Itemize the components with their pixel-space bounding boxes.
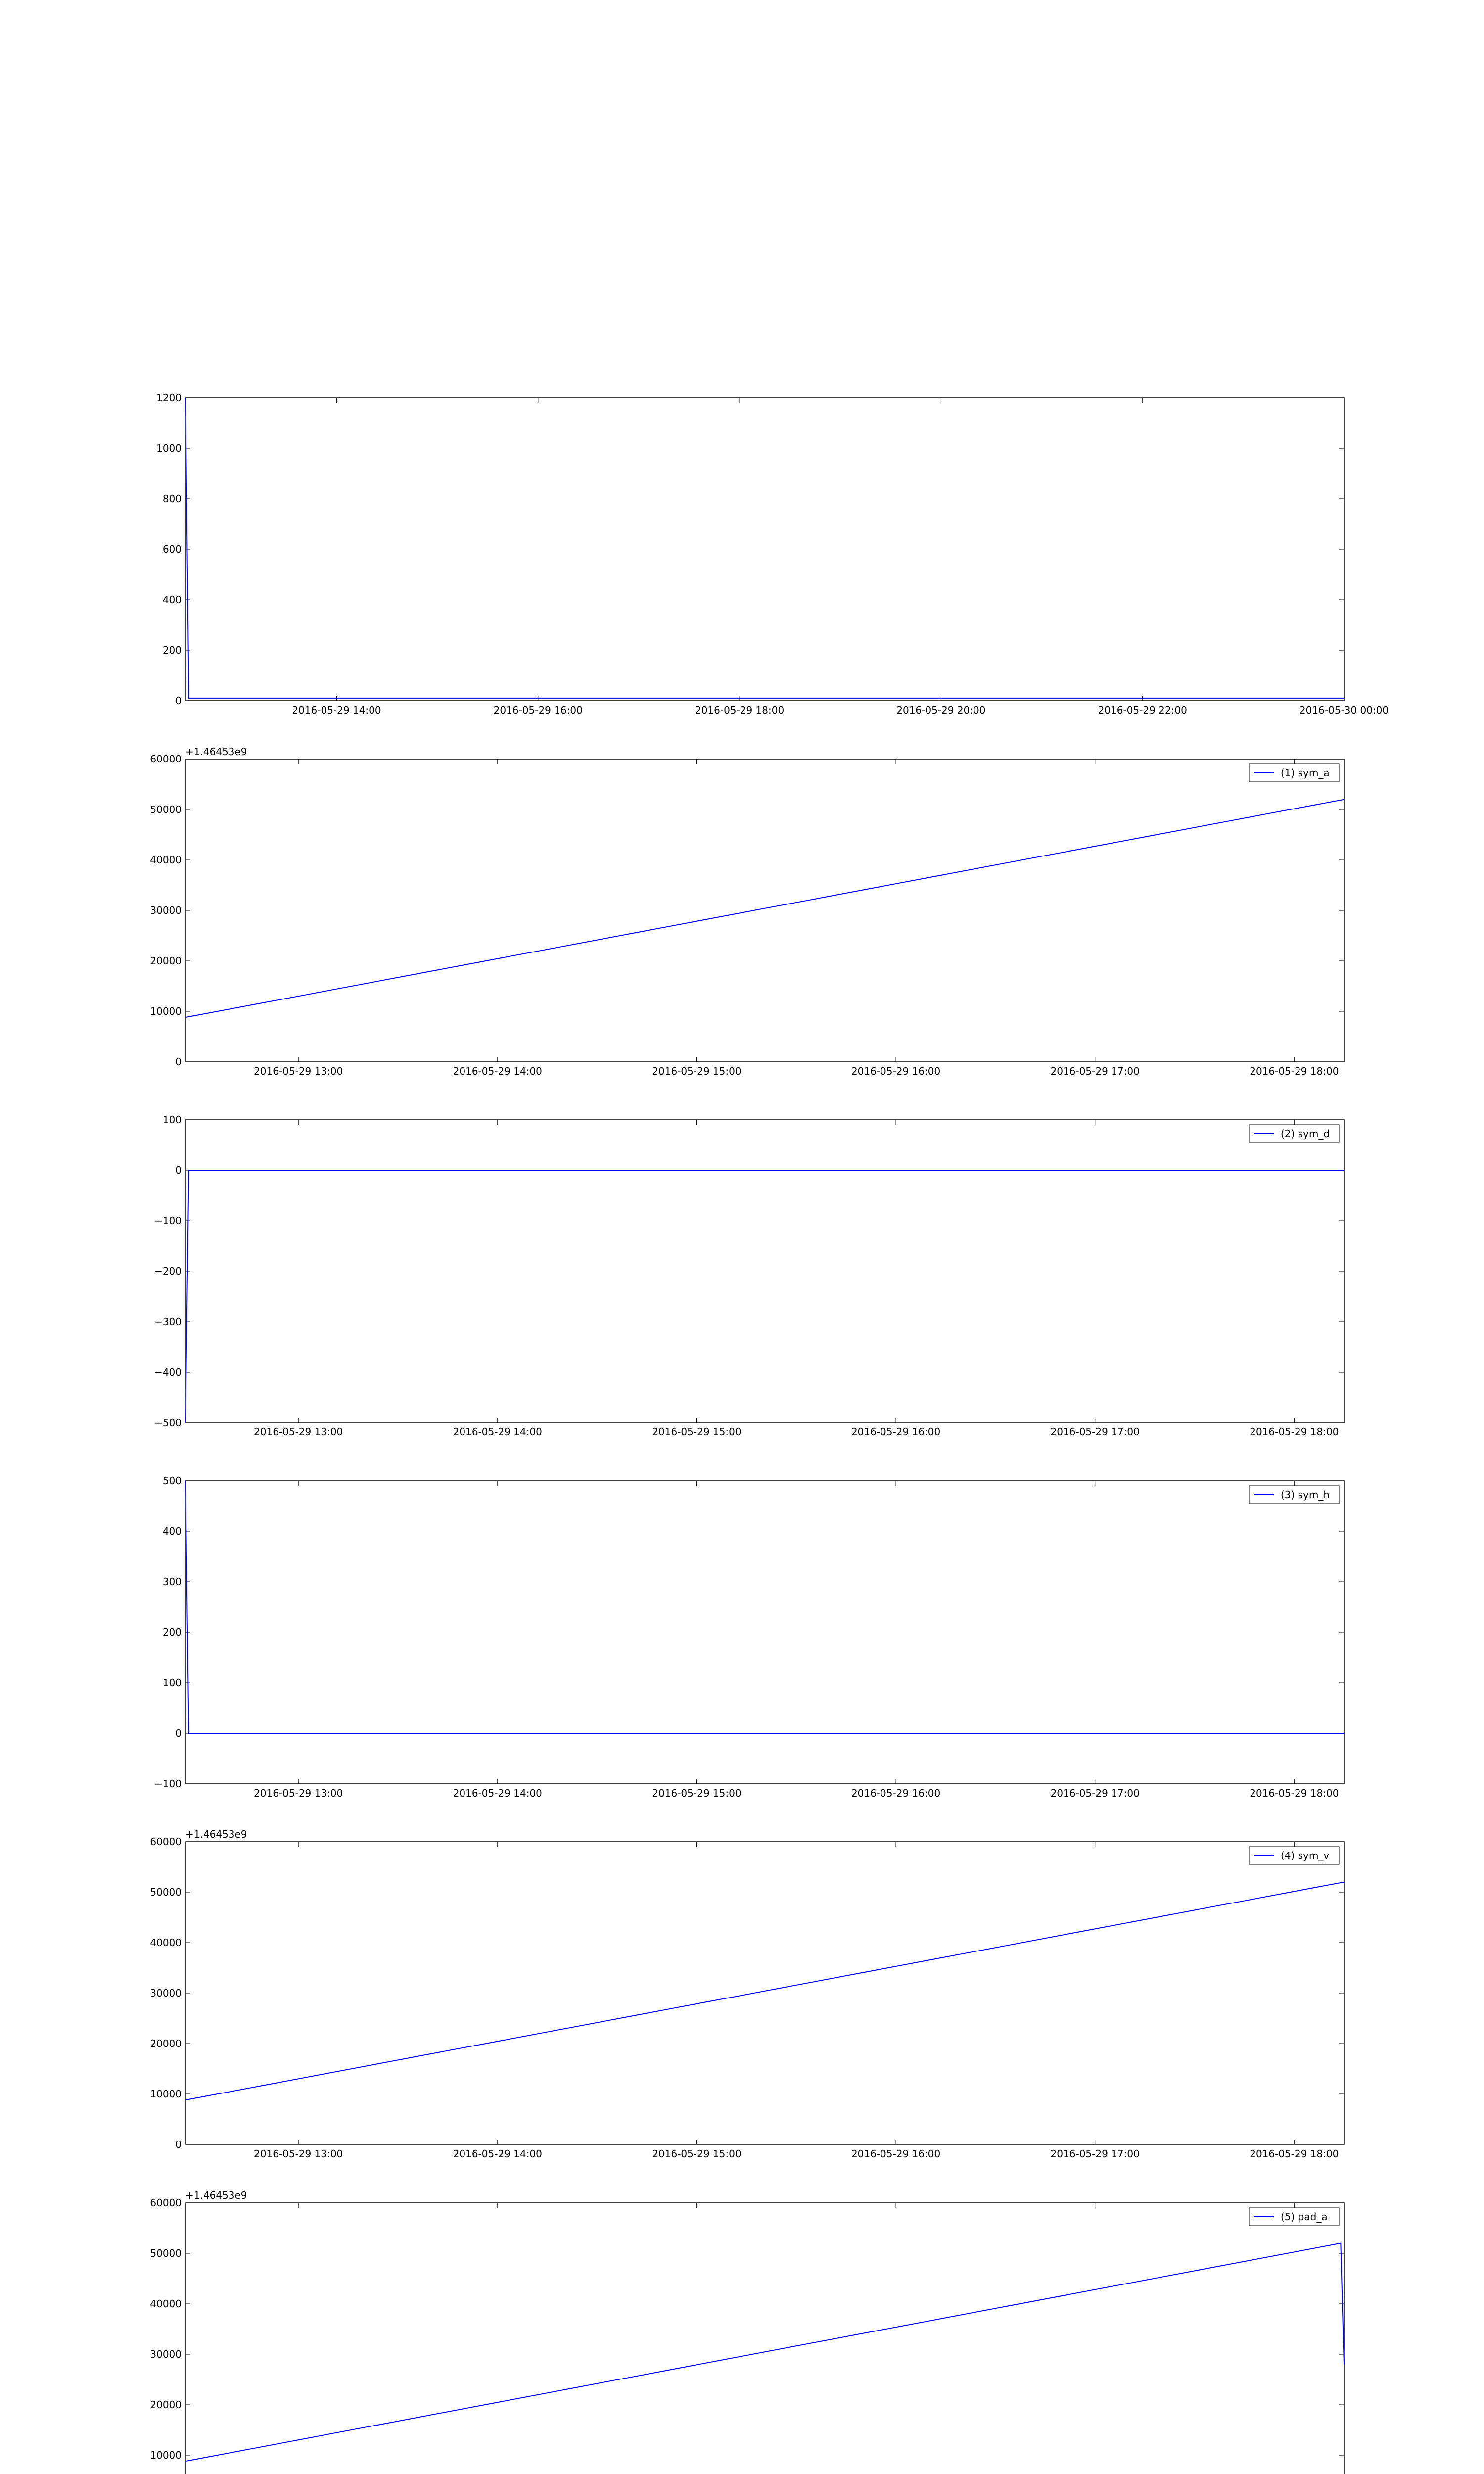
x-tick-label: 2016-05-29 15:00 [652,1426,742,1438]
x-tick-label: 2016-05-30 00:00 [1299,704,1389,716]
y-tick-label: −200 [154,1265,182,1277]
y-tick-label: 10000 [150,2088,182,2100]
axis-offset-label: +1.46453e9 [186,1828,247,1840]
y-tick-label: 40000 [150,2298,182,2310]
x-tick-label: 2016-05-29 16:00 [851,1065,941,1077]
y-tick-label: 30000 [150,904,182,916]
y-tick-label: 20000 [150,955,182,967]
y-tick-label: 30000 [150,2348,182,2360]
y-tick-label: 300 [162,1576,182,1588]
series-line [186,1481,1344,1733]
y-tick-label: −300 [154,1316,182,1328]
y-tick-label: 50000 [150,2247,182,2259]
x-tick-label: 2016-05-29 14:00 [453,1787,542,1799]
plot-frame [186,1842,1344,2144]
x-tick-label: 2016-05-29 18:00 [1250,1065,1339,1077]
y-tick-label: 0 [175,1727,182,1739]
y-tick-label: 40000 [150,1937,182,1949]
x-tick-label: 2016-05-29 22:00 [1098,704,1187,716]
x-tick-label: 2016-05-29 17:00 [1050,1787,1140,1799]
series-line [186,1882,1344,2100]
legend [1249,1486,1339,1504]
y-tick-label: 60000 [150,753,182,765]
x-tick-label: 2016-05-29 15:00 [652,1787,742,1799]
y-tick-label: 100 [162,1677,182,1689]
x-tick-label: 2016-05-29 13:00 [254,1426,343,1438]
x-tick-label: 2016-05-29 16:00 [851,1426,941,1438]
y-tick-label: 40000 [150,854,182,866]
x-tick-label: 2016-05-29 16:00 [851,1787,941,1799]
y-tick-label: 800 [162,493,182,505]
series-line [186,398,1344,698]
y-tick-label: 400 [162,594,182,606]
x-tick-label: 2016-05-29 15:00 [652,1065,742,1077]
axis-offset-label: +1.46453e9 [186,746,247,758]
x-tick-label: 2016-05-29 17:00 [1050,2148,1140,2160]
y-tick-label: 10000 [150,2449,182,2461]
legend-label: (3) sym_h [1281,1489,1330,1501]
x-tick-label: 2016-05-29 18:00 [1250,1787,1339,1799]
y-tick-label: 50000 [150,804,182,815]
legend [1249,1125,1339,1142]
chart-panel-2 [150,746,1344,1077]
plot-frame [186,1481,1344,1784]
y-tick-label: 500 [162,1475,182,1487]
x-tick-label: 2016-05-29 16:00 [851,2148,941,2160]
plot-frame [186,1120,1344,1423]
x-tick-label: 2016-05-29 13:00 [254,1065,343,1077]
x-tick-label: 2016-05-29 18:00 [1250,1426,1339,1438]
chart-panel-5 [150,1828,1344,2160]
x-tick-label: 2016-05-29 17:00 [1050,1065,1140,1077]
y-tick-label: 0 [175,1164,182,1176]
y-tick-label: 60000 [150,2197,182,2209]
y-tick-label: −500 [154,1417,182,1428]
plot-frame [186,2203,1344,2474]
chart-panel-3 [154,1114,1344,1438]
y-tick-label: −400 [154,1366,182,1378]
legend-label: (5) pad_a [1281,2211,1328,2223]
x-tick-label: 2016-05-29 17:00 [1050,1426,1140,1438]
y-tick-label: 600 [162,543,182,555]
chart-panel-6 [150,2189,1344,2474]
y-tick-label: 1000 [156,442,182,454]
legend [1249,764,1339,782]
y-tick-label: 50000 [150,1886,182,1898]
series-line [186,2243,1344,2462]
y-tick-label: 200 [162,1626,182,1638]
x-tick-label: 2016-05-29 14:00 [453,1065,542,1077]
x-tick-label: 2016-05-29 16:00 [493,704,583,716]
y-tick-label: 20000 [150,2399,182,2411]
plot-frame [186,398,1344,701]
x-tick-label: 2016-05-29 18:00 [695,704,785,716]
legend [1249,2208,1339,2226]
y-tick-label: 400 [162,1525,182,1537]
x-tick-label: 2016-05-29 14:00 [292,704,381,716]
legend-label: (2) sym_d [1281,1128,1330,1140]
y-tick-label: 60000 [150,1836,182,1848]
y-tick-label: 20000 [150,2038,182,2049]
y-tick-label: 100 [162,1114,182,1126]
y-tick-label: 1200 [156,392,182,404]
series-line [186,1170,1344,1423]
x-tick-label: 2016-05-29 20:00 [896,704,986,716]
y-tick-label: 200 [162,644,182,656]
x-tick-label: 2016-05-29 13:00 [254,2148,343,2160]
y-tick-label: 0 [175,2139,182,2150]
x-tick-label: 2016-05-29 14:00 [453,1426,542,1438]
series-line [186,800,1344,1018]
x-tick-label: 2016-05-29 14:00 [453,2148,542,2160]
legend [1249,1847,1339,1864]
axis-offset-label: +1.46453e9 [186,2189,247,2201]
chart-panel-4 [154,1475,1344,1799]
x-tick-label: 2016-05-29 13:00 [254,1787,343,1799]
x-tick-label: 2016-05-29 15:00 [652,2148,742,2160]
x-tick-label: 2016-05-29 18:00 [1250,2148,1339,2160]
y-tick-label: 0 [175,695,182,707]
y-tick-label: 0 [175,1056,182,1068]
chart-panel-1 [156,392,1389,716]
y-tick-label: 30000 [150,1987,182,1999]
y-tick-label: 10000 [150,1005,182,1017]
plot-frame [186,759,1344,1062]
y-tick-label: −100 [154,1215,182,1227]
legend-label: (4) sym_v [1281,1850,1330,1861]
legend-label: (1) sym_a [1281,767,1330,779]
y-tick-label: −100 [154,1778,182,1790]
